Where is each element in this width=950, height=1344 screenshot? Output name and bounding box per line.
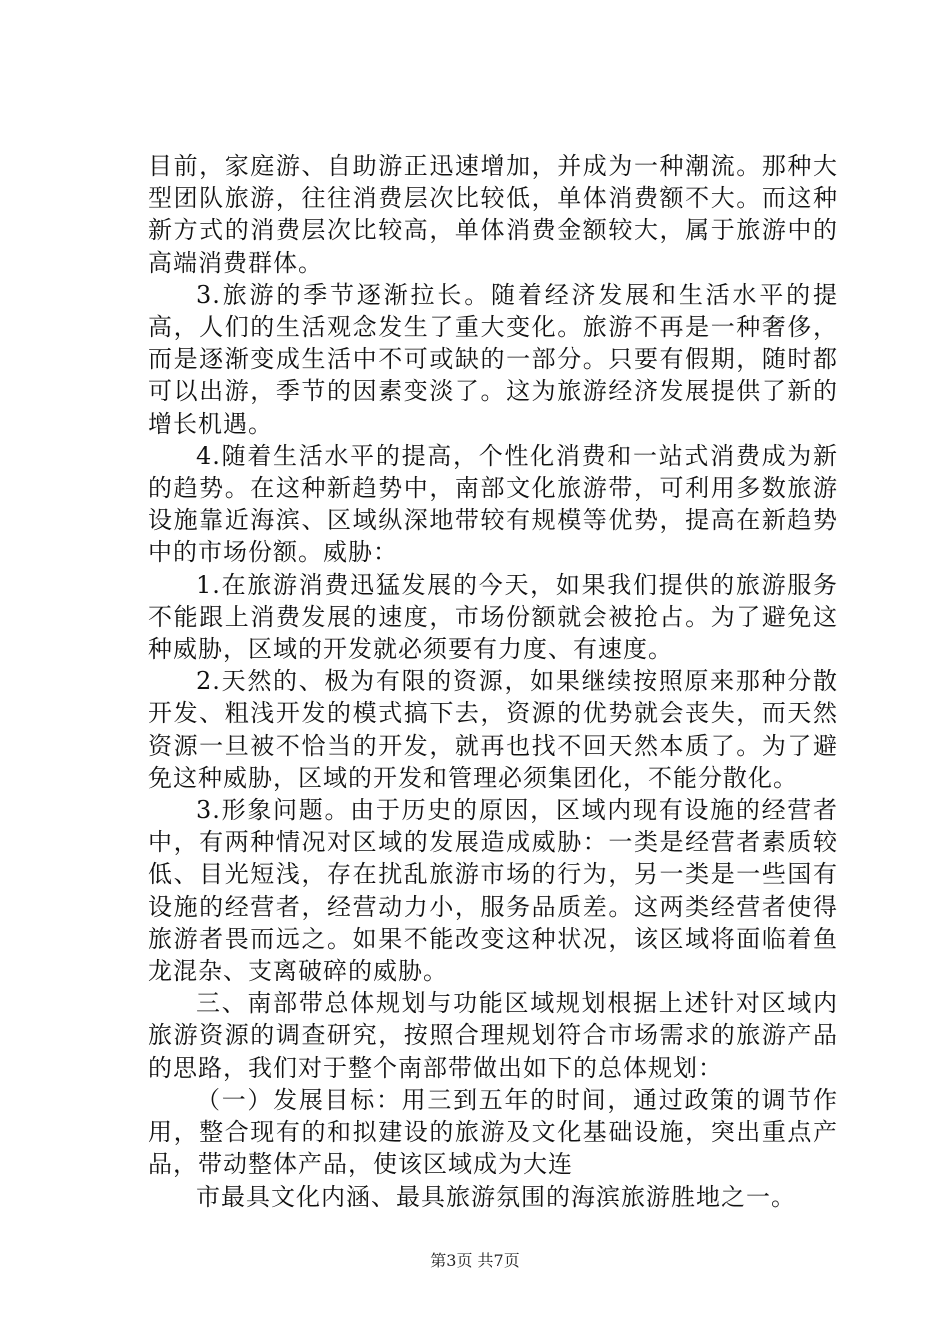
- body-text: [148, 150, 838, 1213]
- paragraph-9: 市最具文化内涵、最具旅游氛围的海滨旅游胜地之一。: [196, 1182, 796, 1211]
- paragraph-7: 三、南部带总体规划与功能区域规划根据上述针对区域内旅游资源的调查研究，按照合理规划符合市场需求的旅游产品的思路，我们对于整个南部带做出如下的总体规划：: [148, 989, 838, 1082]
- paragraph-6: 3.形象问题。由于历史的原因，区域内现有设施的经营者中，有两种情况对区域的发展造成威胁：一类是经营者素质较低、目光短浅，存在扰乱旅游市场的行为，另一类是一些国有设施的经营者，经营动力小，服务品质差。这两类经营者使得旅游者畏而远之。如果不能改变这种状况，该区域将面临着鱼龙混杂、支离破碎的威胁。: [148, 796, 838, 986]
- paragraph-3: 4.随着生活水平的提高，个性化消费和一站式消费成为新的趋势。在这种新趋势中，南部文化旅游带，可利用多数旅游设施靠近海滨、区域纵深地带较有规模等优势，提高在新趋势中的市场份额。威胁：: [148, 441, 838, 567]
- paragraph-8: （一）发展目标：用三到五年的时间，通过政策的调节作用，整合现有的和拟建设的旅游及文化基础设施，突出重点产品，带动整体产品，使该区域成为大连: [148, 1085, 838, 1179]
- paragraph-2: 3.旅游的季节逐渐拉长。随着经济发展和生活水平的提高，人们的生活观念发生了重大变化。旅游不再是一种奢侈，而是逐渐变成生活中不可或缺的一部分。只要有假期，随时都可以出游，季节的因素变淡了。这为旅游经济发展提供了新的增长机遇。: [148, 280, 838, 438]
- paragraph-5: 2.天然的、极为有限的资源，如果继续按照原来那种分散开发、粗浅开发的模式搞下去，资源的优势就会丧失，而天然资源一旦被不恰当的开发，就再也找不回天然本质了。为了避免这种威胁，区域的开发和管理必须集团化，不能分散化。: [148, 667, 838, 792]
- paragraph-1: 目前，家庭游、自助游正迅速增加，并成为一种潮流。那种大型团队旅游，往往消费层次比较低，单体消费额不大。而这种新方式的消费层次比较高，单体消费金额较大，属于旅游中的高端消费群体。: [148, 152, 838, 277]
- page-number-footer: 第3页 共7页: [430, 1251, 520, 1270]
- paragraph-4: 1.在旅游消费迅猛发展的今天，如果我们提供的旅游服务不能跟上消费发展的速度，市场份额就会被抢占。为了避免这种威胁，区域的开发就必须要有力度、有速度。: [148, 570, 838, 664]
